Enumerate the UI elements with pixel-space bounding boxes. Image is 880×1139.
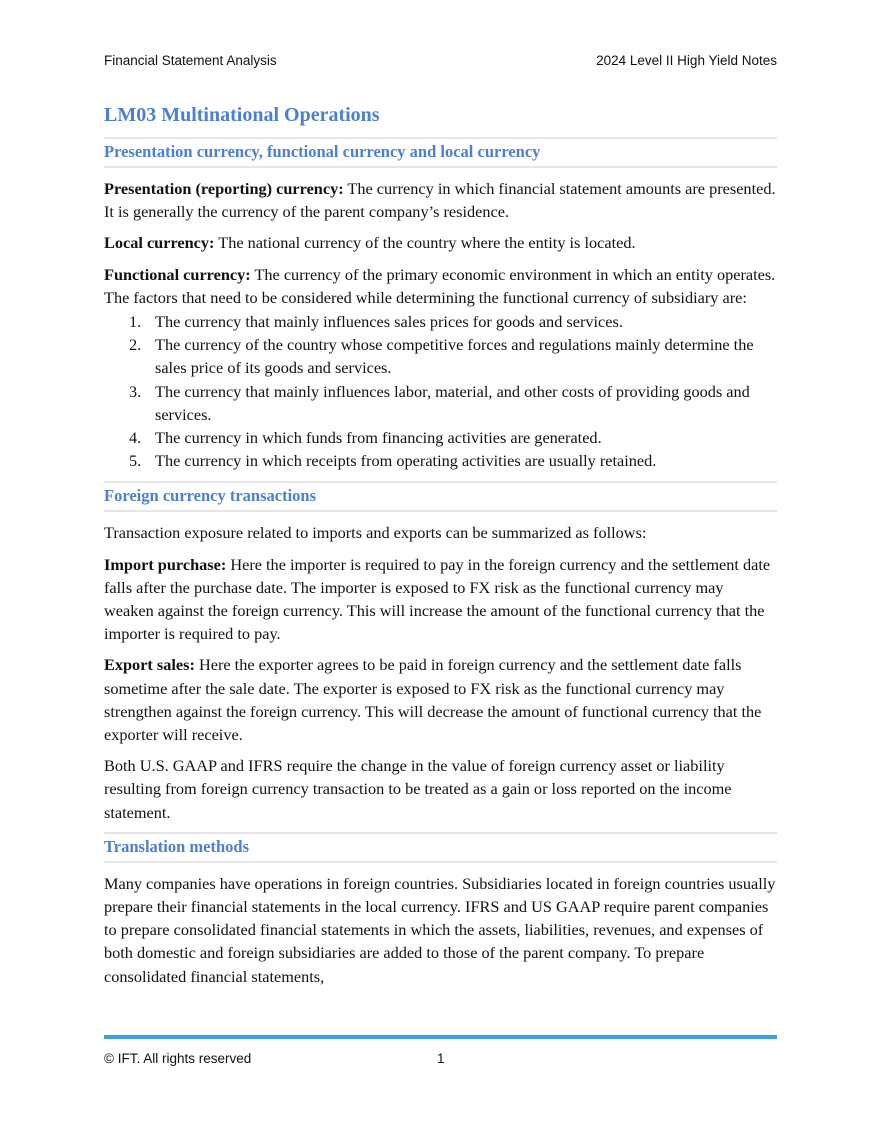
term-local-currency: Local currency: bbox=[104, 233, 215, 253]
section-heading-translation-methods: Translation methods bbox=[104, 832, 777, 863]
list-number: 2. bbox=[129, 335, 142, 355]
list-text: The currency in which receipts from operating activities are usually retained. bbox=[155, 451, 657, 471]
paragraph-translation-methods: Many companies have operations in foreign countries. Subsidiaries located in foreign countries usually prepare their financial statements in the local currency. IFRS and US GAAP require parent companies to prepare consolidated financial statements in which the assets, liabilities, revenues, and expenses of both domestic and foreign subsidiaries are added to those of the parent company. To prepare consolidated financial statements, bbox=[104, 873, 776, 986]
footer-copyright: © IFT. All rights reserved bbox=[104, 1051, 252, 1066]
paragraph-transaction-exposure-intro: Transaction exposure related to imports and exports can be summarized as follows: bbox=[104, 523, 647, 543]
definition-local-currency: The national currency of the country where the entity is located. bbox=[214, 233, 636, 253]
functional-currency-factors-list bbox=[104, 310, 777, 472]
term-functional-currency: Functional currency: bbox=[104, 264, 251, 284]
paragraph-gaap-ifrs: Both U.S. GAAP and IFRS require the change in the value of foreign currency asset or liability resulting from foreign currency transaction to be treated as a gain or loss reported on the income statement. bbox=[104, 756, 732, 822]
paragraph-import-purchase bbox=[104, 553, 777, 646]
section-heading-foreign-transactions: Foreign currency transactions bbox=[104, 481, 777, 512]
header-right: 2024 Level II High Yield Notes bbox=[596, 53, 777, 68]
term-export-sales: Export sales: bbox=[104, 655, 195, 675]
list-item bbox=[104, 333, 777, 379]
definition-import-purchase: Here the importer is required to pay in the foreign currency and the settlement date falls after the purchase date. The importer is exposed to FX risk as the functional currency may weaken against the foreign currency. This will increase the amount of the functional currency that the importer is required to pay. bbox=[104, 554, 771, 644]
term-import-purchase: Import purchase: bbox=[104, 554, 227, 574]
list-item bbox=[104, 310, 777, 333]
paragraph-export-sales bbox=[104, 653, 777, 746]
paragraph-functional-currency bbox=[104, 263, 777, 309]
list-number: 1. bbox=[129, 312, 142, 332]
definition-functional-currency: The currency of the primary economic environment in which an entity operates. The factors that need to be considered while determining the functional currency of subsidiary are: bbox=[104, 264, 776, 307]
list-item bbox=[104, 380, 777, 426]
list-text: The currency of the country whose competitive forces and regulations mainly determine the sales price of its goods and services. bbox=[155, 335, 754, 378]
list-number: 5. bbox=[129, 451, 142, 471]
list-item bbox=[104, 426, 777, 449]
definition-export-sales: Here the exporter agrees to be paid in foreign currency and the settlement date falls sometime after the sale date. The exporter is exposed to FX risk as the functional currency may strengthen against the foreign currency. This will decrease the amount of functional currency that the exporter will receive. bbox=[104, 655, 762, 745]
page-number: 1 bbox=[437, 1051, 445, 1066]
section-heading-currencies: Presentation currency, functional currency and local currency bbox=[104, 137, 777, 168]
list-number: 3. bbox=[129, 381, 142, 401]
list-text: The currency that mainly influences labor, material, and other costs of providing goods and services. bbox=[155, 381, 750, 424]
page-title: LM03 Multinational Operations bbox=[104, 104, 380, 126]
paragraph-presentation-currency bbox=[104, 177, 777, 223]
paragraph-local-currency bbox=[104, 231, 777, 254]
list-item bbox=[104, 449, 777, 472]
list-number: 4. bbox=[129, 428, 142, 448]
list-text: The currency in which funds from financing activities are generated. bbox=[155, 428, 602, 448]
term-presentation-currency: Presentation (reporting) currency: bbox=[104, 179, 344, 198]
footer-divider bbox=[104, 1035, 777, 1039]
definition-presentation-currency: The currency in which financial statement amounts are presented. It is generally the currency of the parent company’s residence. bbox=[104, 179, 776, 222]
header-left: Financial Statement Analysis bbox=[104, 53, 277, 68]
list-text: The currency that mainly influences sales prices for goods and services. bbox=[155, 312, 623, 332]
page-content bbox=[104, 100, 777, 996]
